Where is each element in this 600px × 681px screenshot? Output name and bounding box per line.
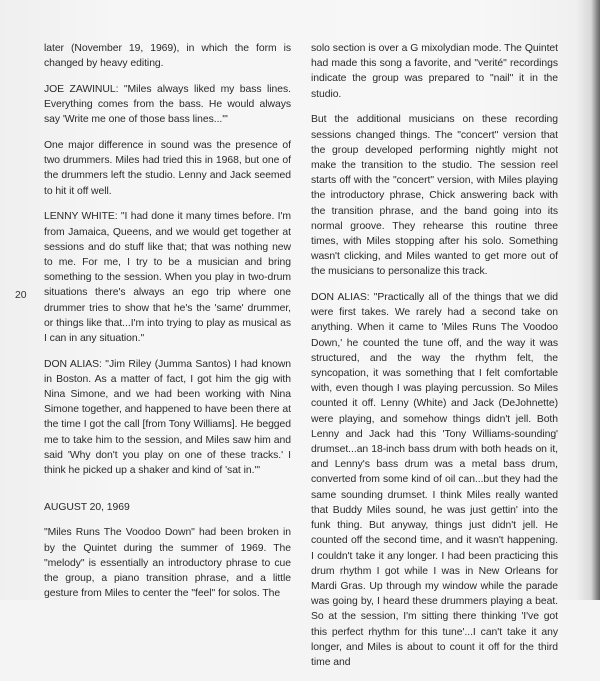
right-column bbox=[311, 41, 558, 681]
left-column bbox=[44, 41, 291, 612]
section-heading: AUGUST 20, 1969 bbox=[44, 502, 130, 514]
paragraph: later (November 19, 1969), in which the form is changed by heavy editing. bbox=[44, 43, 291, 70]
paragraph: DON ALIAS: "Jim Riley (Jumma Santos) I had known in Boston. As a matter of fact, I got him the gig with Nina Simone, and we had been working with Nina Simone together, and happened to have been there at the time I got the call [from Tony Williams]. He begged me to take him to the session, and Miles saw him and said 'Why don't you play on one of these tracks.' I think he picked up a shaker and kind of 'sat in.'" bbox=[44, 358, 291, 477]
paragraph: "Miles Runs The Voodoo Down" had been broken in by the Quintet during the summer of 1969. The "melody" is essentially an introductory phrase to cue the group, a piano transition phrase, and a little gesture from Miles to center the "feel" for solos. The bbox=[44, 527, 291, 600]
paragraph: JOE ZAWINUL: "Miles always liked my bass lines. Everything comes from the bass. He would always say 'Write me one of those bass lines...'" bbox=[44, 83, 291, 126]
paragraph: DON ALIAS: "Practically all of the things that we did were first takes. We rarely had a second take on anything. When it came to 'Miles Runs The Voodoo Down,' he counted the tune off, and the way it was structured, and the way the rhythm felt, the syncopation, it was something that I felt comfortable with, even though I was playing percussion. So Miles counted it off. Lenny (White) and Jack (DeJohnette) were playing, and somehow things didn't jell. Both Lenny and Jack had this 'Tony Williams-sounding' drumset...an 18-inch bass drum with both heads on it, and Lenny's bass drum was a metal bass drum, converted from some kind of oil can...but they had the same sounding drumset. I think Miles really wanted that Buddy Miles sound, he was just gettin' into the funk thing. But anyway, things just didn't jell. He counted off the second time, and it wasn't happening. I couldn't take it any longer. I had been practicing this drum rhythm I got while I was in New Orleans for Mardi Gras. Up through my window while the parade was going by, I heard these drummers playing a beat. So at the session, I'm sitting there thinking 'I've got this perfect rhythm for this tune'...I can't take it any longer, and Miles is about to count it off for the third time and bbox=[311, 292, 558, 668]
paragraph: One major difference in sound was the presence of two drummers. Miles had tried this in 1968, but one of the drummers left the studio. Lenny and Jack seemed to hit it off well. bbox=[44, 140, 291, 197]
paragraph: solo section is over a G mixolydian mode. The Quintet had made this song a favorite, and "verité" recordings indicate the group was prepared to "nail" it in the studio. bbox=[311, 43, 558, 100]
page-edge-shadow bbox=[591, 0, 600, 600]
paragraph: LENNY WHITE: "I had done it many times before. I'm from Jamaica, Queens, and we would get together at sessions and do stuff like that; that was nothing new to me. For me, I try to be a musician and bring something to the session. When you play in two-drum situations there's always an ego trip where one drummer tries to show that he's the 'same' drummer, or things like that...I'm into trying to play as musical as I can in any situation." bbox=[44, 211, 291, 344]
page-number: 20 bbox=[15, 290, 27, 301]
paragraph: But the additional musicians on these recording sessions changed things. The "concert" version that the group developed performing nightly might not make the transition to the studio. The session reel starts off with the "concert" version, with Miles playing the introductory phrase, Chick answering back with the transition phrase, and the band going into its normal groove. They rehearse this routine three times, with Miles stopping after his solo. Something wasn't clicking, and Miles wanted to get more out of the musicians to personalize this track. bbox=[311, 114, 558, 278]
